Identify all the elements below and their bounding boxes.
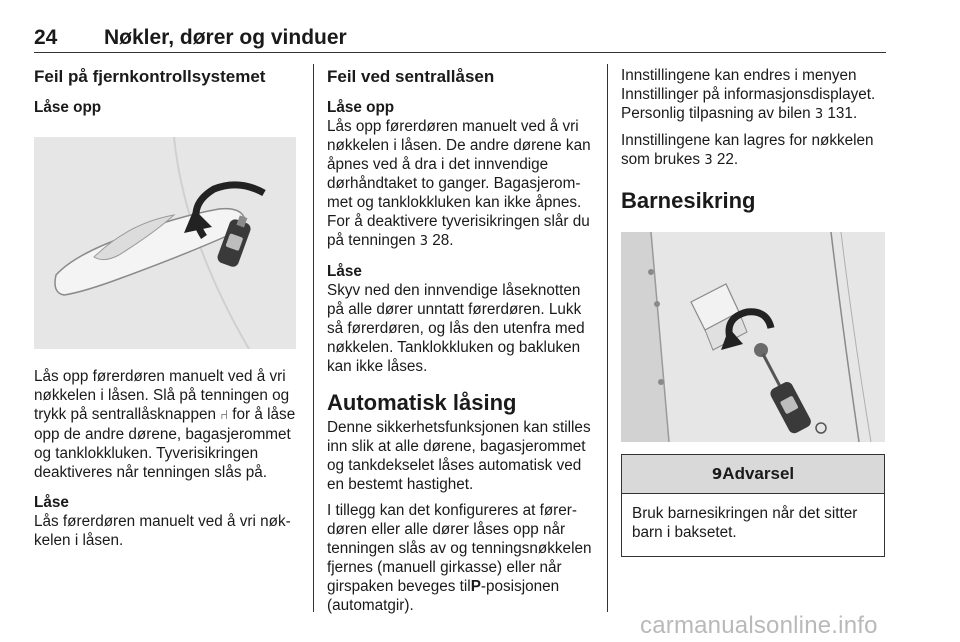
child-lock-key-drawing	[621, 232, 885, 442]
page-reference: 28.	[432, 232, 454, 249]
column-divider	[313, 64, 314, 612]
unlock-heading: Låse opp	[327, 99, 395, 116]
settings-save-text	[621, 131, 887, 170]
reference-arrow-icon: 3	[814, 107, 824, 122]
settings-text-part: Innstillingene kan endres i menyen Innstillinger på informasjonsdisplayet. Personlig tilpasning av bilen	[621, 67, 876, 122]
auto-lock-config-text	[327, 501, 593, 615]
lock-heading: Låse	[34, 494, 69, 511]
unlock-button-icon: ⑁	[220, 408, 229, 423]
warning-text: Bruk barnesikringen når det sitter barn i baksetet.	[632, 505, 858, 541]
page-header	[34, 26, 886, 50]
unlock-text: Lås opp førerdøren manuelt ved å vri nøkkelen i låsen. De andre dørene kan åpnes ved å dra i det innvendige dørhåndtaket to ganger. Bagasjerommet og tanklokkluken kan ikke åpnes. For å deaktivere tyverisikringen slår du på tenningen	[327, 118, 591, 249]
watermark: carmanualsonline.info	[640, 612, 878, 639]
auto-lock-config-part-1: I tillegg kan det konfigureres at førerdøren eller alle dører låses opp når tenningen slås av og tenningsnøkkelen fjernes (manuell girkasse) eller når girspaken beveges til	[327, 502, 592, 595]
column-divider	[607, 64, 608, 612]
header-rule	[34, 52, 886, 53]
unlock-instructions	[327, 117, 593, 251]
reference-arrow-icon: 3	[704, 153, 713, 168]
section-title: Feil på fjernkontrollsystemet	[34, 67, 266, 86]
column-left	[34, 66, 300, 550]
child-lock-illustration	[621, 232, 885, 442]
page-number: 24	[34, 26, 58, 49]
warning-header	[622, 455, 884, 494]
auto-lock-text: Denne sikkerhetsfunksjonen kan stilles inn slik at alle dørene, bagasjerommet og tankdekselet låses automatisk ved en bestemt hastighet.	[327, 419, 591, 493]
lock-instructions: Lås førerdøren manuelt ved å vri nøkkelen i låsen.	[34, 513, 291, 549]
lock-instructions: Skyv ned den innvendige låseknotten på alle dører unntatt førerdøren. Lukk så førerdøren, og lås den utenfra med nøkkelen. Tanklokkluken og bakluken kan ikke låses.	[327, 282, 585, 375]
unlock-heading: Låse opp	[34, 99, 102, 116]
door-handle-key-drawing	[34, 137, 296, 349]
auto-lock-title: Automatisk låsing	[327, 390, 517, 415]
settings-save-part: Innstillingene kan lagres for nøkkelen som brukes	[621, 132, 874, 168]
reference-arrow-icon: 3	[419, 234, 428, 249]
chapter-title: Nøkler, dører og vinduer	[104, 26, 347, 49]
section-title: Feil ved sentrallåsen	[327, 67, 495, 86]
page-reference: 131.	[827, 105, 858, 122]
door-handle-illustration	[34, 137, 296, 349]
warning-title: Advarsel	[722, 464, 795, 483]
column-right	[621, 66, 887, 557]
unlock-instructions	[34, 367, 300, 482]
column-middle	[327, 66, 593, 615]
lock-heading: Låse	[327, 263, 362, 280]
unlock-text-part-1: Lås opp førerdøren manuelt ved å vri nøkkelen i låsen. Slå på tenningen og trykk på sentrallåsknappen	[34, 368, 290, 423]
settings-text	[621, 66, 887, 124]
gear-position-p: P	[470, 578, 481, 595]
warning-triangle-icon: 9	[711, 465, 723, 483]
child-lock-title: Barnesikring	[621, 188, 756, 213]
warning-box	[621, 454, 885, 557]
unlock-text-part-2: for å låse opp de andre dørene, bagasjerommet og tanklokkluken. Tyverisikringen deaktiveres når tenningen slås på.	[34, 406, 296, 481]
auto-lock-config-part-2: -posisjonen (automatgir).	[327, 578, 560, 614]
page-reference: 22.	[716, 151, 739, 168]
